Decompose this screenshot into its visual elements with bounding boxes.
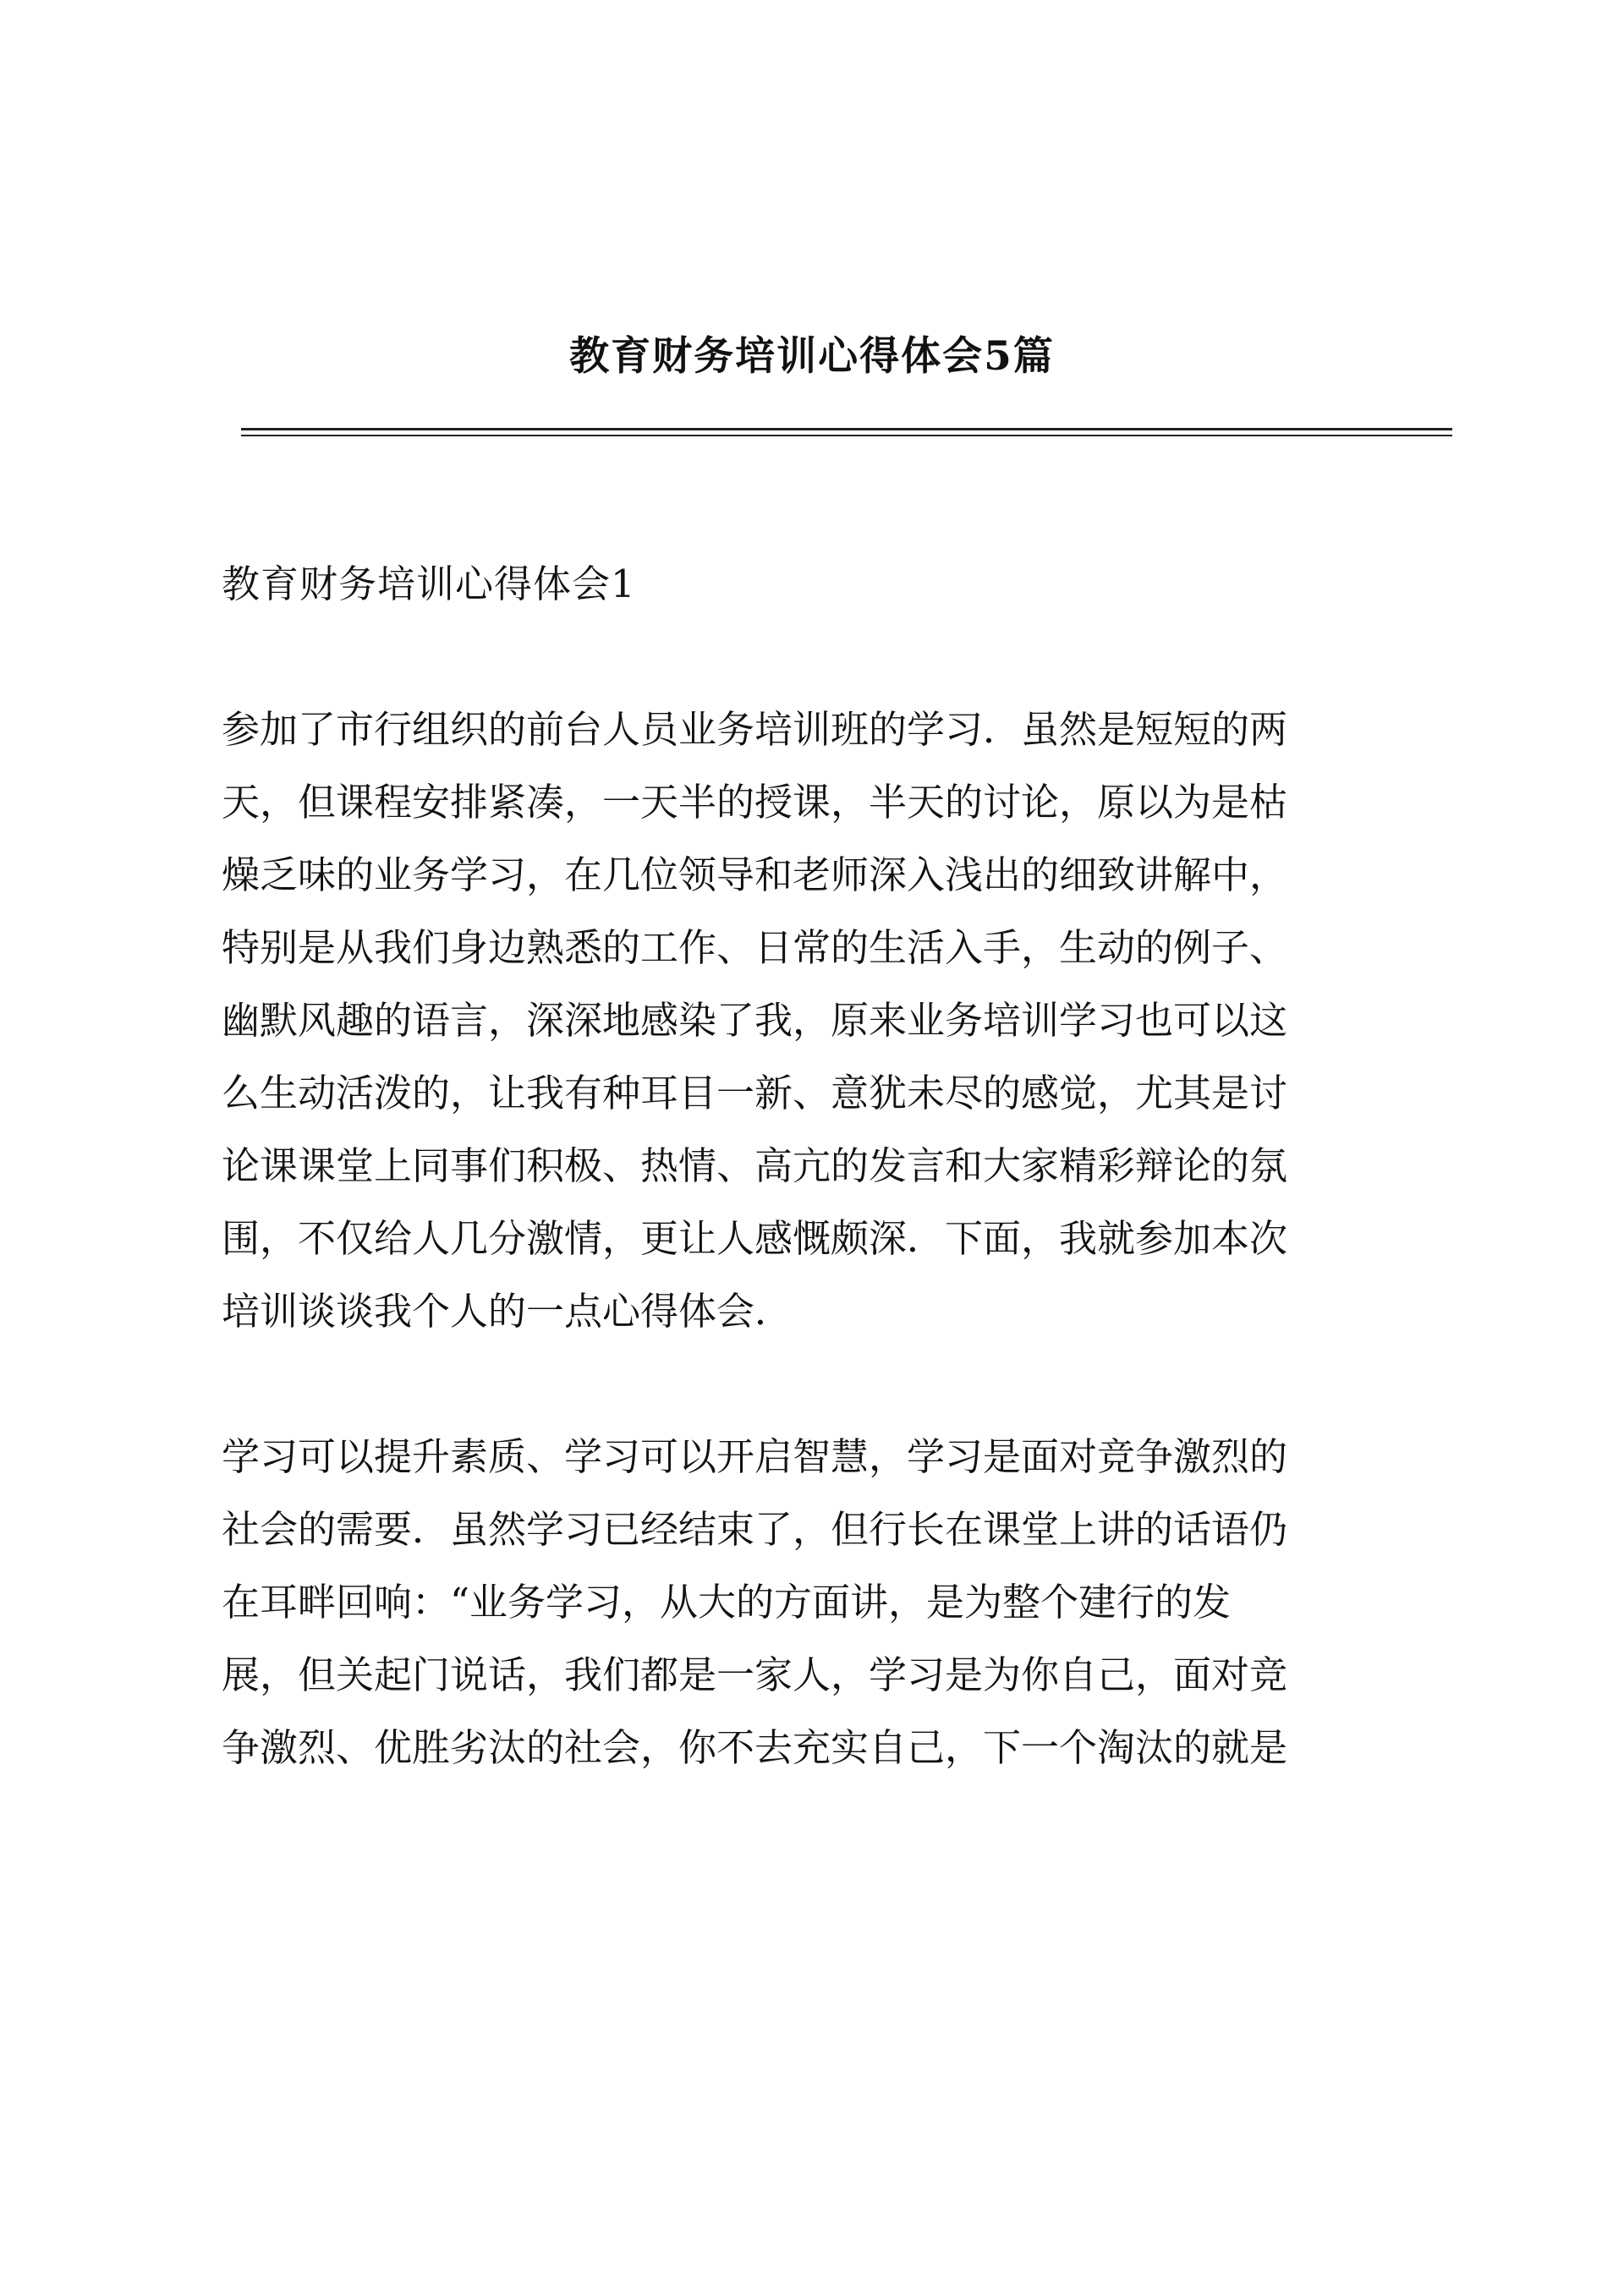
paragraph-line: 特别是从我们身边熟悉的工作、日常的生活入手，生动的例子、 (222, 925, 1288, 970)
document-title: 教育财务培训心得体会5篇 (569, 333, 1055, 380)
paragraph-line: 在耳畔回响：“业务学习，从大的方面讲，是为整个建行的发 (222, 1580, 1232, 1625)
paragraph-line: 么生动活泼的，让我有种耳目一新、意犹未尽的感觉，尤其是讨 (222, 1071, 1288, 1115)
paragraph (222, 1421, 1448, 1784)
paragraph-line: 学习可以提升素质、学习可以开启智慧，学习是面对竞争激烈的 (222, 1434, 1288, 1479)
title-double-rule (241, 428, 1452, 436)
paragraph (222, 693, 1448, 1348)
paragraph-line: 展，但关起门说话，我们都是一家人，学习是为你自己，面对竞 (222, 1652, 1288, 1697)
paragraph-line: 培训谈谈我个人的一点心得体会． (222, 1289, 793, 1334)
paragraph-line: 天，但课程安排紧凑，一天半的授课，半天的讨论，原以为是枯 (222, 780, 1288, 825)
paragraph-line: 社会的需要．虽然学习已经结束了，但行长在课堂上讲的话语仍 (222, 1507, 1288, 1552)
section-heading: 教育财务培训心得体会1 (222, 562, 636, 606)
paragraph-line: 燥乏味的业务学习，在几位领导和老师深入浅出的细致讲解中， (222, 852, 1288, 897)
paragraph-line: 幽默风趣的语言，深深地感染了我，原来业务培训学习也可以这 (222, 998, 1288, 1043)
paragraph-line: 参加了市行组织的前台人员业务培训班的学习．虽然是短短的两 (222, 707, 1288, 752)
paragraph-line: 争激烈、优胜劣汰的社会，你不去充实自己，下一个淘汰的就是 (222, 1725, 1288, 1770)
paragraph-line: 围，不仅给人几分激情，更让人感慨颇深．下面，我就参加本次 (222, 1216, 1288, 1261)
paragraph-line: 论课课堂上同事们积极、热情、高亢的发言和大家精彩辩论的氛 (222, 1143, 1288, 1188)
document-body (222, 548, 1448, 1857)
